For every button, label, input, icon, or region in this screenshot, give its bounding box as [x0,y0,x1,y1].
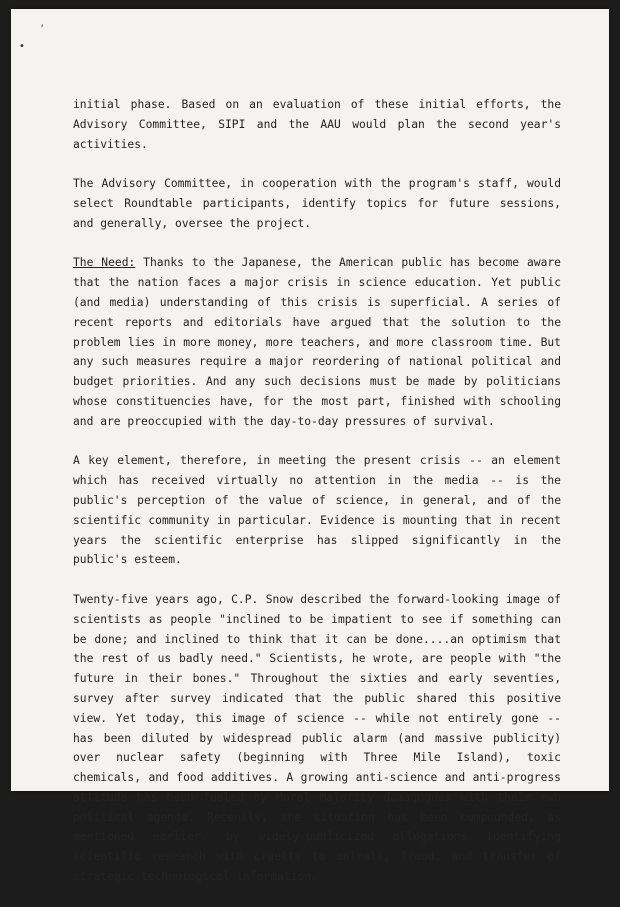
paragraph-advisory-committee [73,174,561,233]
stray-dot: • [19,41,25,52]
paragraph-text: The Advisory Committee, in cooperation with the program's staff, would select Roundtable participants, identify topics for future sessions, and generally, oversee the project. [73,177,561,230]
paragraph-text: Twenty-five years ago, C.P. Snow described the forward-looking image of scientists as people "inclined to be impatient to see if something can be done; and inclined to think that it can be done....an optimism that the rest of us badly need." Scientists, he wrote, are people with "the future in their bones." Throughout the sixties and early seventies, survey after survey indicated that the public shared this positive view. Yet today, this image of science -- while not entirely gone -- has been diluted by widespread public alarm (and massive publicity) over nuclear safety (beginning with Three Mile Island), toxic chemicals, and food additives. A growing anti-science and anti-progress attitude has been fueled by Moral Majority demagogues with their own political agenda. Recently, the situation has been compounded, as mentioned earlier, by widely-publicized allegations identifying scientific research with cruelty to animals, fraud, and transfer of strategic technological information. [73,592,561,884]
section-heading-the-need: The Need: [73,256,136,270]
pen-mark: ´ [37,22,51,38]
paragraph-snow [73,590,561,887]
paragraph-key-element [73,451,561,570]
paragraph-text: Thanks to the Japanese, the American public has become aware that the nation faces a major crisis in science education. Yet public (and media) understanding of this crisis is superficial. A series of recent reports and editorials have argued that the solution to the problem lies in more money, more teachers, and more classroom time. But any such measures require a major reordering of national political and budget priorities. And any such decisions must be made by politicians whose constituencies have, for the most part, finished with schooling and are preoccupied with the day-to-day pressures of survival. [73,256,561,428]
document-page [11,9,609,884]
paragraph-text: A key element, therefore, in meeting the present crisis -- an element which has received virtually no attention in the media -- is the public's perception of the value of science, in general, and of the scientific community in particular. Evidence is mounting that in recent years the scientific enterprise has slipped significantly in the public's esteem. [73,454,561,567]
paragraph-initial-phase [73,95,561,154]
paragraph-the-need [73,253,561,431]
document-body [73,95,561,907]
paragraph-text: initial phase. Based on an evaluation of these initial efforts, the Advisory Committee, SIPI and the AAU would plan the second year's activities. [73,98,561,151]
